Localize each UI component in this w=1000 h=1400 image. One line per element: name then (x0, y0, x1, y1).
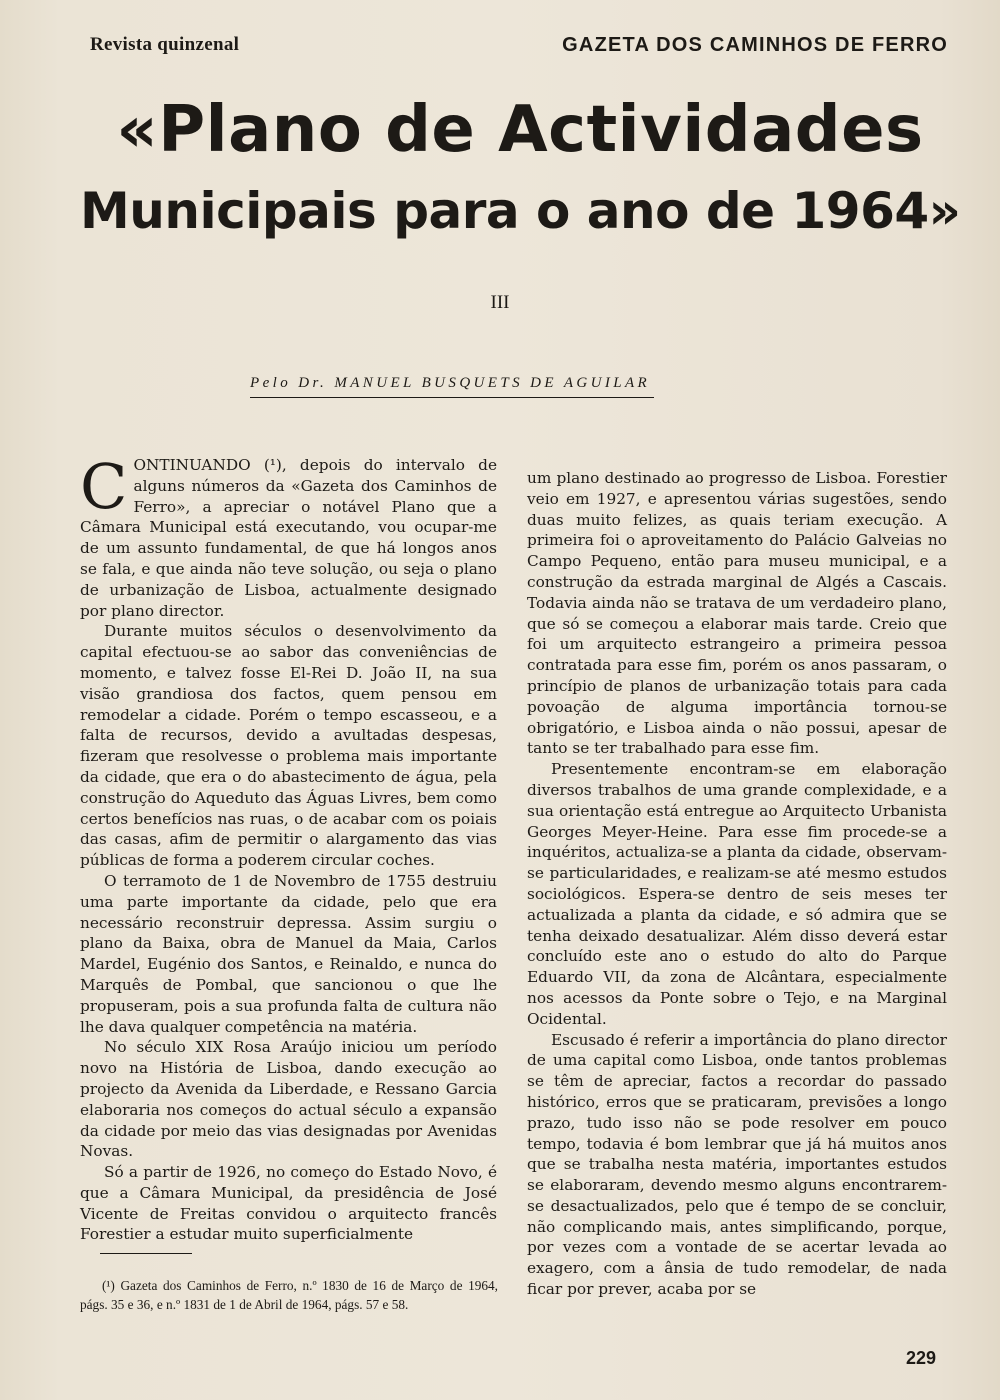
paragraph: Presentemente encontram-se em elaboração diversos trabalhos de uma grande complexidade, e a sua orientação está entregue ao Arquitecto Urbanista Georges Meyer-Heine. Para esse fim procede-se a inquéritos, actualiza-se a planta da cidade, observam-se particularidades, e realizam-se até mesmo estudos sociológicos. Espera-se dentro de seis meses ter actualizada a planta da cidade, e só admira que se tenha deixado desatualizar. Além disso deverá estar concluído este ano o estudo do alto do Parque Eduardo VII, da zona de Alcântara, especialmente nos acessos da Ponte sobre o Tejo, e na Marginal Ocidental. (527, 760, 947, 1028)
article-title-line-2: Municipais para o ano de 1964» (80, 182, 961, 240)
paragraph: No século XIX Rosa Araújo iniciou um período novo na História de Lisboa, dando execução ao projecto da Avenida da Liberdade, e Ressano Garcia elaboraria nos começos do actual século a expansão da cidade por meio das vias designadas por Avenidas Novas. (80, 1038, 497, 1161)
header-publication-frequency: Revista quinzenal (90, 34, 240, 55)
paragraph: Escusado é referir a importância do plano director de uma capital como Lisboa, onde tantos problemas se têm de apreciar, factos a recordar do passado histórico, erros que se praticaram, previsões a longo prazo, tudo isso não se pode resolver em pouco tempo, todavia é bom lembrar que já há muitos anos que se trabalha nesta matéria, importantes estudos se elaboraram, devendo mesmo alguns encontrarem-se desactualizados, pelo que é tempo de se concluir, não complicando mais, antes simplificando, porque, por vezes com a vontade de se acertar levada ao exagero, com a ânsia de tudo remodelar, de nada ficar por prever, acaba por se (527, 1030, 947, 1299)
header-magazine-name: GAZETA DOS CAMINHOS DE FERRO (562, 34, 948, 56)
footnote: (¹) Gazeta dos Caminhos de Ferro, n.º 1830 de 16 de Março de 1964, págs. 35 e 36, e n.º 1831 de 1 de Abril de 1964, págs. 57 e 58. (80, 1278, 498, 1312)
paragraph-text: ONTINUANDO (¹), depois do intervalo de alguns números da «Gazeta dos Caminhos de Ferro», a apreciar o notável Plano que a Câmara Municipal está executando, vou ocupar-me de um assunto fundamental, de que há longos anos se fala, e que ainda não teve solução, ou seja o plano de urbanização de Lisboa, actualmente designado por plano director. (80, 456, 497, 620)
paragraph: Durante muitos séculos o desenvolvimento da capital efectuou-se ao sabor das conveniências de momento, e talvez fosse El-Rei D. João II, na sua visão grandiosa dos factos, quem pensou em remodelar a cidade. Porém o tempo escasseou, e a falta de recursos, devido a avultadas despesas, fizeram que resolvesse o problema mais importante da cidade, que era o do abastecimento de água, pela construção do Aqueduto das Águas Livres, bem como certos benefícios nas ruas, o de acabar com os poiais das casas, afim de permitir o alargamento das vias públicas de forma a poderem circular coches. (80, 622, 497, 870)
article-column-right (527, 468, 947, 1300)
article-title-line-1: «Plano de Actividades (116, 93, 924, 167)
byline-underline (250, 397, 654, 398)
paragraph: O terramoto de 1 de Novembro de 1755 destruiu uma parte importante da cidade, pelo que era necessário reconstruir depressa. Assim surgiu o plano da Baixa, obra de Manuel da Maia, Carlos Mardel, Eugénio dos Santos, e Reinaldo, e nunca do Marquês de Pombal, que sancionou o que lhe propuseram, pois a sua profunda falta de cultura não lhe dava qualquer competência na matéria. (80, 871, 497, 1036)
footnote-divider (100, 1253, 192, 1254)
paragraph (80, 450, 497, 621)
article-part-number: III (490, 292, 510, 313)
drop-cap: C (80, 450, 128, 523)
page-number: 229 (905, 1348, 936, 1368)
article-column-left (80, 450, 497, 1245)
paragraph: Só a partir de 1926, no começo do Estado Novo, é que a Câmara Municipal, da presidência de José Vicente de Freitas convidou o arquitecto francês Forestier a estudar muito superficialmente (80, 1163, 497, 1244)
article-byline (250, 375, 650, 392)
paragraph: um plano destinado ao progresso de Lisboa. Forestier veio em 1927, e apresentou várias sugestões, sendo duas muito felizes, as quais teriam execução. A primeira foi o aproveitamento do Palácio Galveias no Campo Pequeno, então para museu municipal, e a construção da estrada marginal de Algés a Cascais. Todavia ainda não se tratava de um verdadeiro plano, que só se começou a elaborar mais tarde. Creio que foi um arquitecto estrangeiro a primeira pessoa contratada para esse fim, porém os anos passaram, o princípio de planos de urbanização totais para cada povoação de alguma importância tornou-se obrigatório, e Lisboa ainda o não possui, apesar de tanto se ter trabalhado para esse fim. (527, 469, 947, 758)
byline-text: Pelo Dr. MANUEL BUSQUETS DE AGUILAR (250, 375, 651, 391)
